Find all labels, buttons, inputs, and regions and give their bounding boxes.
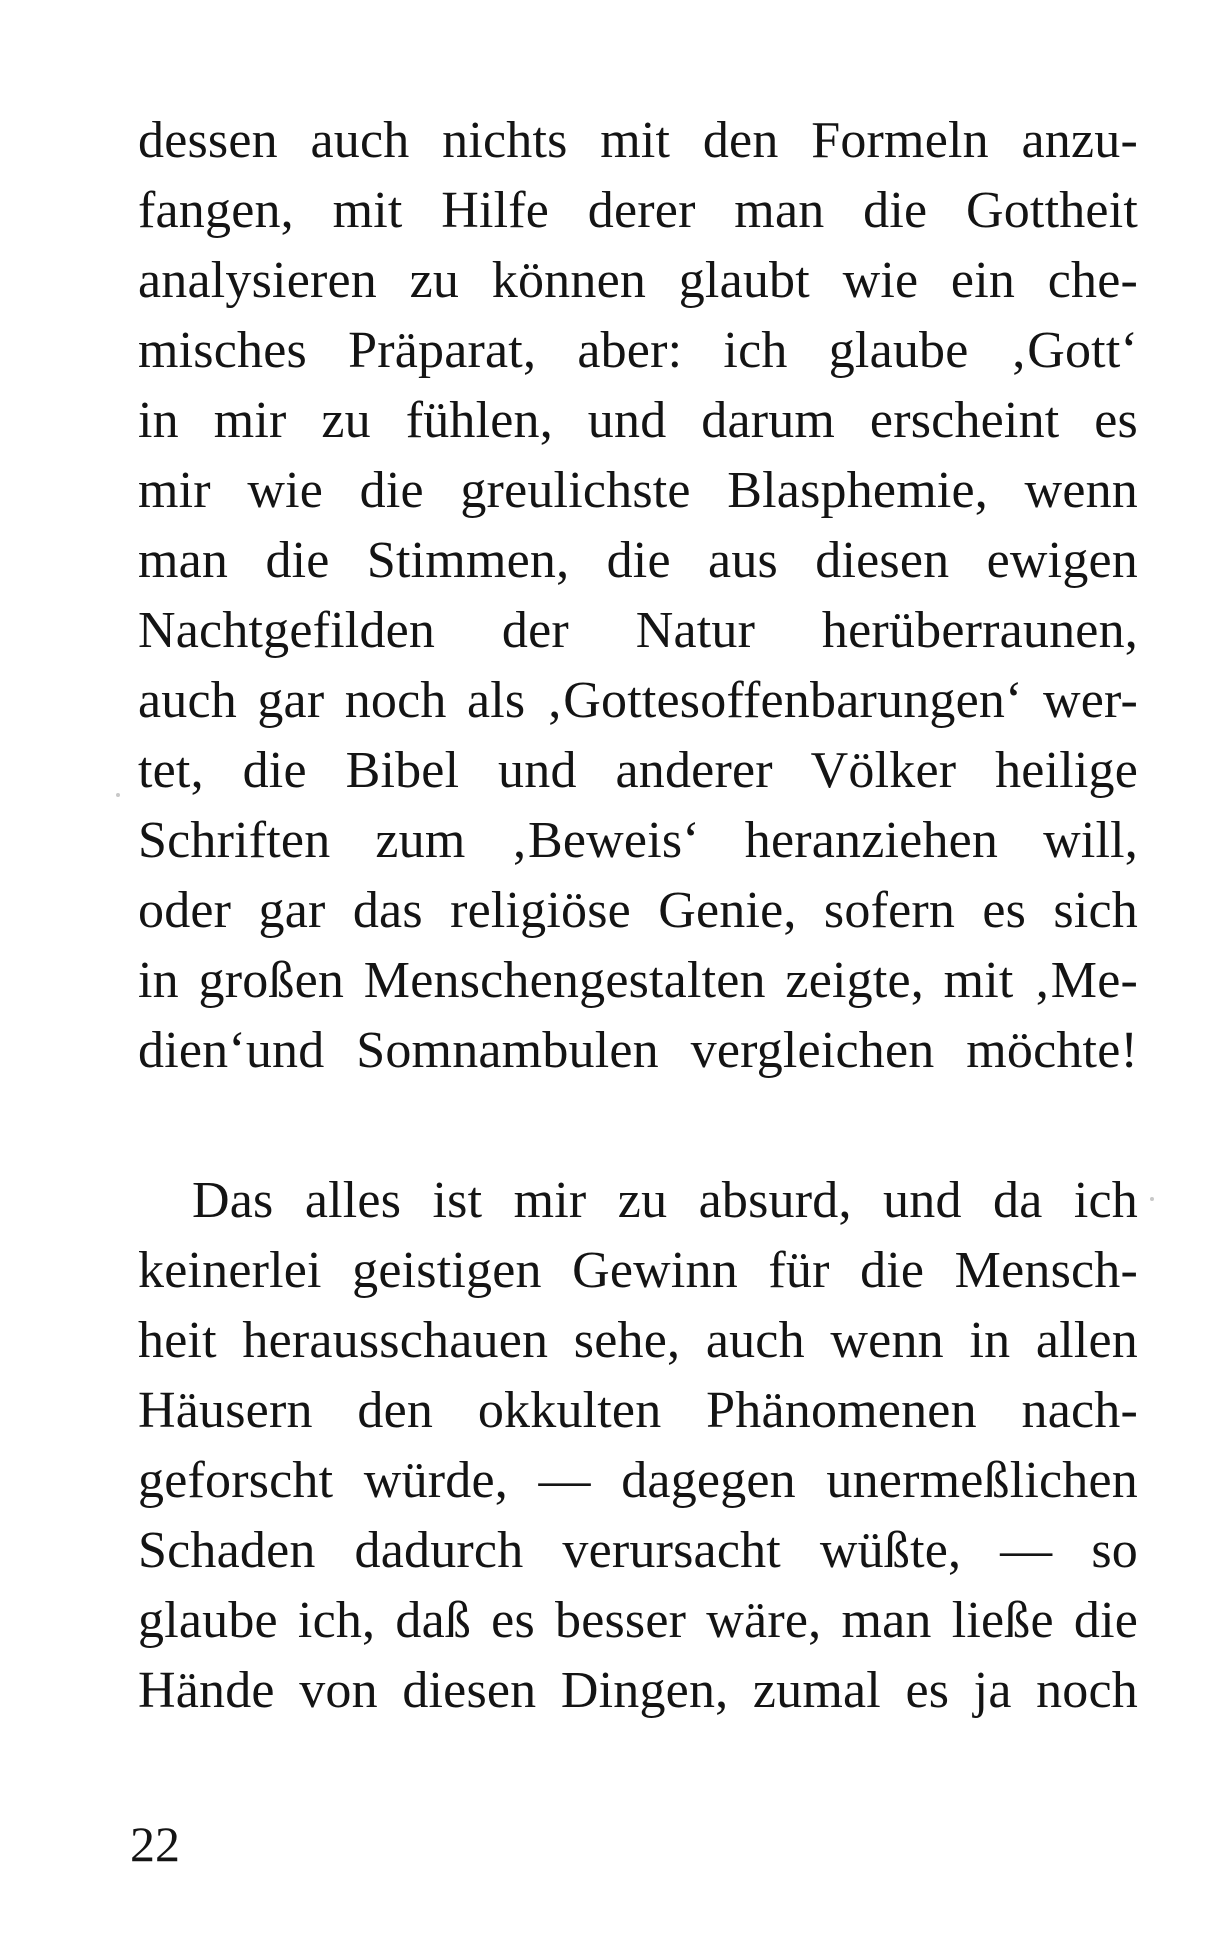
text-line: Nachtgefilden der Natur herüberraunen,: [138, 602, 1138, 659]
text-line: misches Präparat, aber: ich glaube ‚Gott‘: [138, 322, 1138, 379]
scan-speck: [1150, 1197, 1154, 1201]
text-line: in großen Menschengestalten zeigte, mit ‚Me-: [138, 952, 1138, 1009]
text-line: analysieren zu können glaubt wie ein che-: [138, 252, 1138, 309]
text-line: fangen, mit Hilfe derer man die Gottheit: [138, 182, 1138, 239]
text-line: oder gar das religiöse Genie, sofern es sich: [138, 882, 1138, 939]
text-line: tet, die Bibel und anderer Völker heilige: [138, 742, 1138, 799]
text-line: keinerlei geistigen Gewinn für die Mensch-: [138, 1242, 1138, 1299]
text-line: Das alles ist mir zu absurd, und da ich: [192, 1172, 1138, 1229]
text-line: man die Stimmen, die aus diesen ewigen: [138, 532, 1138, 589]
text-line: dessen auch nichts mit den Formeln anzu-: [138, 112, 1138, 169]
text-line: mir wie die greulichste Blasphemie, wenn: [138, 462, 1138, 519]
text-line: Hände von diesen Dingen, zumal es ja noch: [138, 1662, 1138, 1719]
page-number: 22: [130, 1816, 180, 1872]
text-line: geforscht würde, — dagegen unermeßlichen: [138, 1452, 1138, 1509]
text-line: Schriften zum ‚Beweis‘ heranziehen will,: [138, 812, 1138, 869]
text-line: heit herausschauen sehe, auch wenn in allen: [138, 1312, 1138, 1369]
text-line: glaube ich, daß es besser wäre, man ließe die: [138, 1592, 1138, 1649]
text-line: Schaden dadurch verursacht wüßte, — so: [138, 1522, 1138, 1579]
scan-speck: [116, 793, 120, 797]
text-line: auch gar noch als ‚Gottesoffenbarungen‘ wer-: [138, 672, 1138, 729]
text-line: dien‘und Somnambulen vergleichen möchte!: [138, 1022, 1138, 1079]
text-line: Häusern den okkulten Phänomenen nach-: [138, 1382, 1138, 1439]
text-line: in mir zu fühlen, und darum erscheint es: [138, 392, 1138, 449]
